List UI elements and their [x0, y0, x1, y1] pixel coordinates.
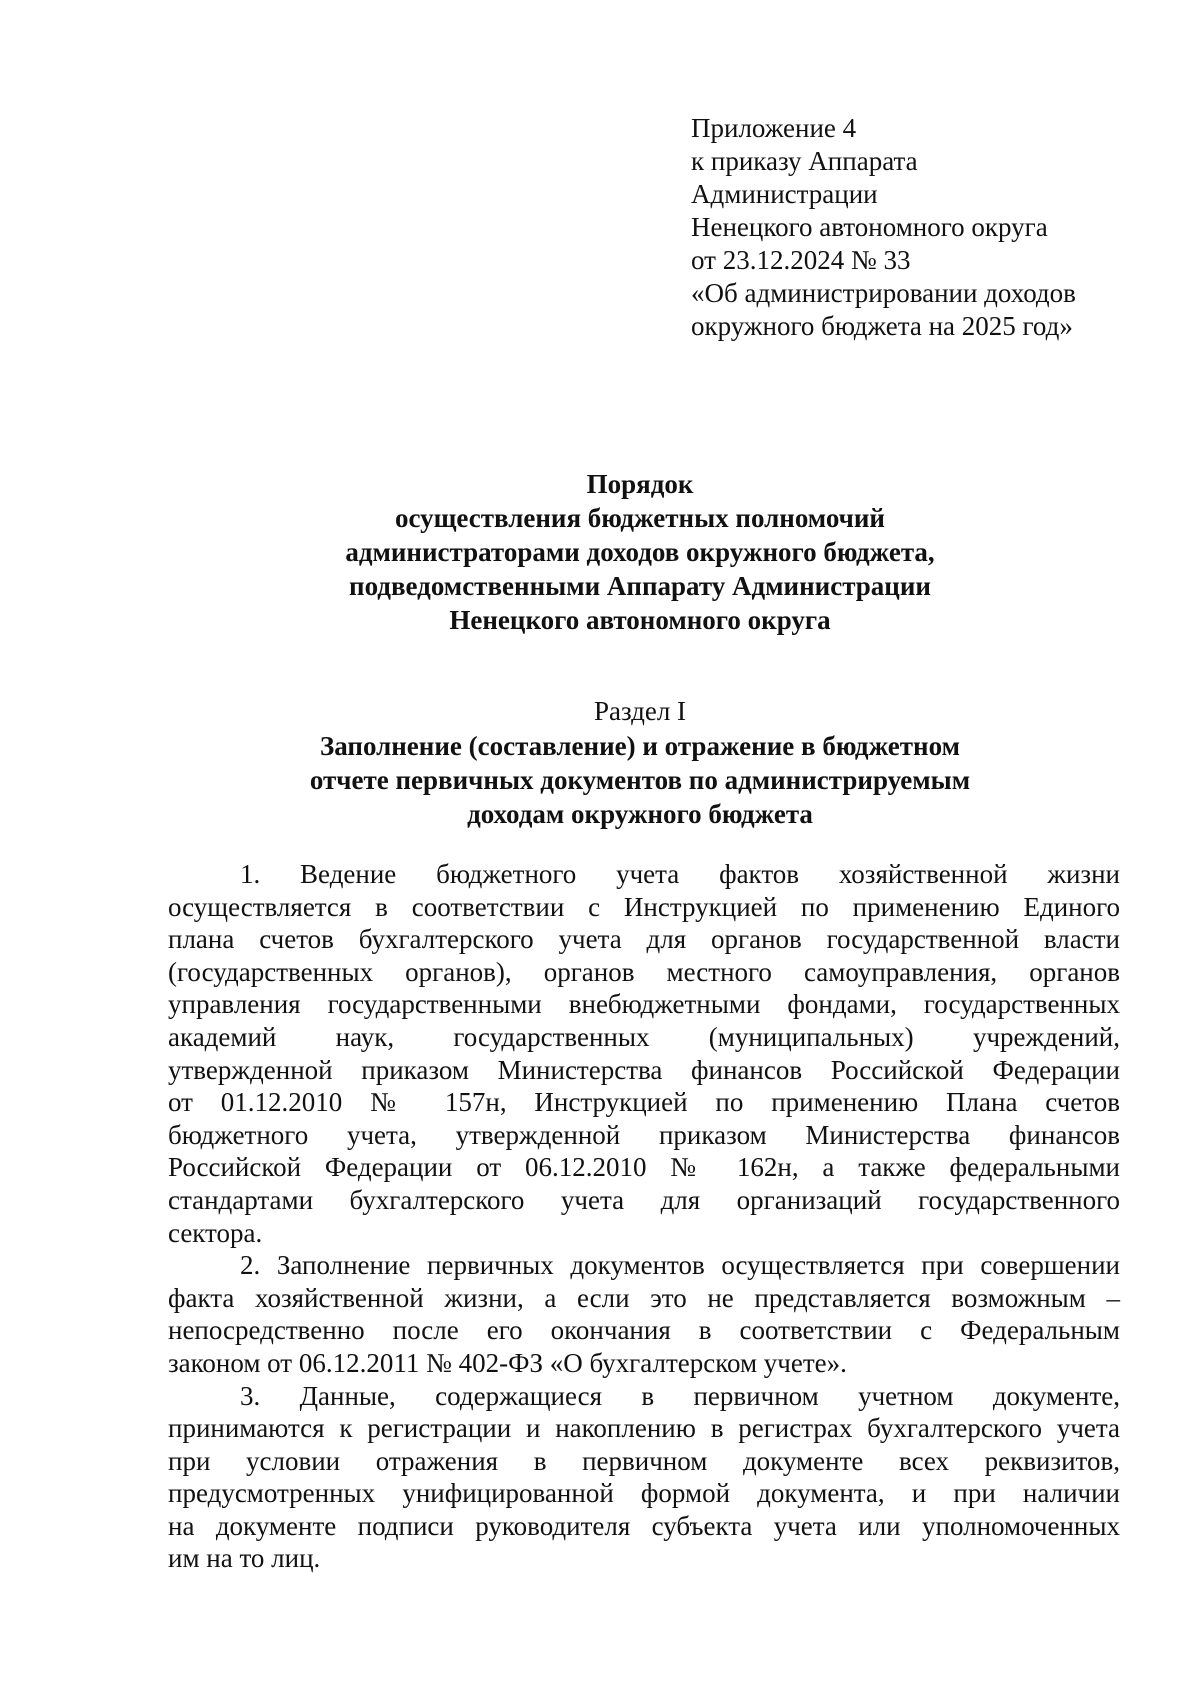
paragraph-line: при условии отражения в первичном документе всех реквизитов,: [168, 1445, 1120, 1476]
paragraph-line: утвержденной приказом Министерства финансов Российской Федерации: [168, 1054, 1120, 1085]
appendix-line: окружного бюджета на 2025 год»: [691, 311, 1073, 341]
appendix-line: Ненецкого автономного округа: [691, 212, 1048, 242]
paragraph-line: принимаются к регистрации и накоплению в регистрах бухгалтерского учета: [168, 1413, 1120, 1444]
title-line: Ненецкого автономного округа: [449, 605, 831, 635]
appendix-line: от 23.12.2024 № 33: [691, 245, 911, 275]
paragraph-1: [168, 858, 1120, 1249]
paragraph-3: [168, 1380, 1120, 1576]
section-title: [160, 729, 1120, 831]
paragraph-2: [168, 1249, 1120, 1379]
paragraph-line: бюджетного учета, утвержденной приказом Министерства финансов: [168, 1119, 1120, 1150]
appendix-line: «Об администрировании доходов: [691, 278, 1076, 308]
appendix-line: Приложение 4: [691, 113, 857, 143]
paragraph-line: Российской Федерации от 06.12.2010 № 162н, а также федеральными: [168, 1152, 1120, 1183]
paragraph-line: факта хозяйственной жизни, а если это не представляется возможным –: [168, 1282, 1120, 1313]
document-title: [160, 467, 1120, 637]
appendix-line: Администрации: [691, 179, 878, 209]
paragraph-line: стандартами бухгалтерского учета для организаций государственного: [168, 1184, 1120, 1215]
paragraph-line: 1. Ведение бюджетного учета фактов хозяйственной жизни: [240, 859, 1120, 889]
paragraph-line: сектора.: [168, 1217, 263, 1248]
paragraph-line: им на то лиц.: [168, 1543, 321, 1574]
section-title-line: Заполнение (составление) и отражение в бюджетном: [320, 731, 960, 761]
paragraph-line: 2. Заполнение первичных документов осуществляется при совершении: [240, 1250, 1120, 1281]
paragraph-line: на документе подписи руководителя субъекта учета или уполномоченных: [168, 1510, 1120, 1541]
title-line: подведомственными Аппарату Администрации: [349, 571, 931, 601]
title-line: осуществления бюджетных полномочий: [395, 503, 885, 533]
paragraph-line: законом от 06.12.2011 № 402-ФЗ «О бухгалтерском учете».: [168, 1347, 847, 1378]
paragraph-line: управления государственными внебюджетными фондами, государственных: [168, 989, 1120, 1020]
paragraph-line: академий наук, государственных (муниципальных) учреждений,: [168, 1021, 1120, 1052]
section-label: Раздел I: [593, 696, 687, 726]
paragraph-line: 3. Данные, содержащиеся в первичном учетном документе,: [240, 1380, 1120, 1411]
paragraph-line: (государственных органов), органов местного самоуправления, органов: [168, 956, 1120, 987]
paragraph-line: непосредственно после его окончания в соответствии с Федеральным: [168, 1315, 1120, 1346]
section-title-line: отчете первичных документов по администрируемым: [309, 765, 971, 795]
paragraph-line: от 01.12.2010 № 157н, Инструкцией по применению Плана счетов: [168, 1087, 1120, 1118]
paragraph-line: плана счетов бухгалтерского учета для органов государственной власти: [168, 924, 1120, 955]
body-text: [168, 858, 1120, 1575]
appendix-block: [691, 112, 1151, 343]
title-line: администраторами доходов окружного бюджета,: [345, 537, 935, 567]
paragraph-line: осуществляется в соответствии с Инструкцией по применению Единого: [168, 891, 1120, 922]
paragraph-line: предусмотренных унифицированной формой документа, и при наличии: [168, 1478, 1120, 1509]
title-line: Порядок: [586, 469, 694, 499]
appendix-line: к приказу Аппарата: [691, 146, 918, 176]
section-title-line: доходам окружного бюджета: [467, 799, 813, 829]
